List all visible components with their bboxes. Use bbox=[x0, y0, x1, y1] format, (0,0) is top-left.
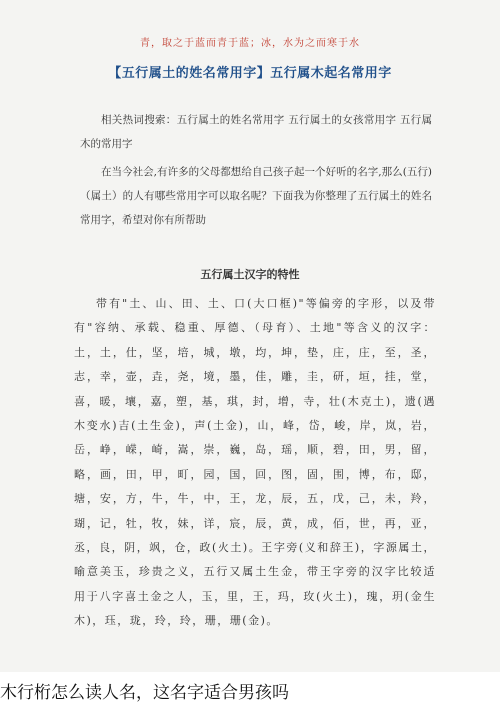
related-keywords: 相关热词搜索：五行属土的姓名常用字 五行属土的女孩常用字 五行属木的常用字 bbox=[80, 114, 432, 150]
image-caption[interactable]: 木行桁怎么读人名，这名字适合男孩吗 bbox=[0, 683, 289, 703]
document-headline: 【五行属土的姓名常用字】五行属木起名常用字 bbox=[108, 66, 392, 81]
body-text: 带有"土、山、田、土、口(大口框)"等偏旁的字形，以及带有"容纳、承载、稳重、厚德、（母育）、土地"等含义的汉字：土，土，仕，坚，培，城，墩，均，坤，垫，庄，庄，至，圣，志，幸，壶，垚，尧，境，墨，佳，雕，圭，研，垣，挂，堂，喜，暖，壤，嘉，塑，基，琪，封，增，寺，壮(木克土)，遗(遇木变水)吉(土生金)，声(土金)，山，峰，岱，峻，岸，岚，岩，岳，峥，嵘，崎，嵩，崇，巍，岛，瑶，顺，碧，田，男，留，略，画，田，甲，町，园，国，回，图，固，围，博，布，邸，塘，安，方，牛，牛，中，王，龙，辰，五，戊，己，未，羚，瑚，记，牡，牧，妹，详，宸，辰，黄，成，佰，世，再，亚，丞，良，阴，飒，仓，政(火土)。王字旁(义和辞王)，字源属土，喻意美玉，珍贵之义，五行又属土生金，带王字旁的汉字比较适用于八字喜土金之人，玉，里，王，玛，玫(火土)，瑰，玥(金生木)，珏，珑，玲，玲，珊，珊(金)。 bbox=[74, 297, 436, 628]
red-quote-line: 青，取之于蓝而青于蓝；冰，水为之而寒于水 bbox=[140, 38, 360, 49]
section-title: 五行属土汉字的特性 bbox=[200, 268, 300, 281]
intro-paragraph: 在当今社会,有许多的父母都想给自己孩子起一个好听的名字,那么(五行)（属土）的人有哪些常用字可以取名呢？下面我为你整理了五行属土的姓名常用字，希望对你有所帮助 bbox=[80, 166, 432, 226]
